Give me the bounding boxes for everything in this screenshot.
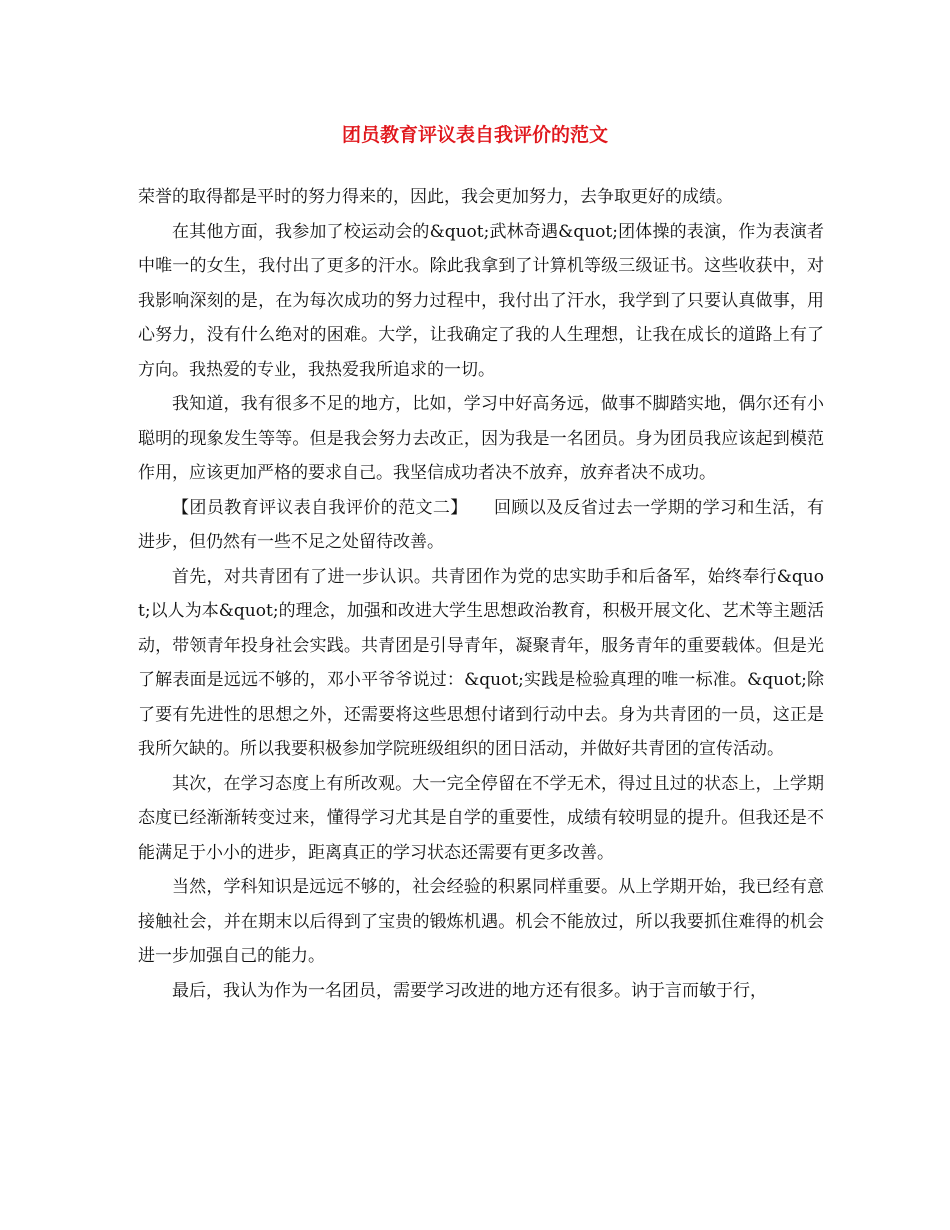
paragraph: 其次，在学习态度上有所改观。大一完全停留在不学无术，得过且过的状态上，上学期态度已经渐渐转变过来，懂得学习尤其是自学的重要性，成绩有较明显的提升。但我还是不能满足于小小的进步，距离真正的学习状态还需要有更多改善。	[138, 773, 824, 863]
document-body	[138, 180, 824, 1008]
paragraph: 【团员教育评议表自我评价的范文二】 回顾以及反省过去一学期的学习和生活，有进步，但仍然有一些不足之处留待改善。	[138, 497, 824, 552]
paragraph: 首先，对共青团有了进一步认识。共青团作为党的忠实助手和后备军，始终奉行&quot;以人为本&quot;的理念，加强和改进大学生思想政治教育，积极开展文化、艺术等主题活动，带领青年投身社会实践。共青团是引导青年，凝聚青年，服务青年的重要载体。但是光了解表面是远远不够的，邓小平爷爷说过：&quot;实践是检验真理的唯一标准。&quot;除了要有先进性的思想之外，还需要将这些思想付诸到行动中去。身为共青团的一员，这正是我所欠缺的。所以我要积极参加学院班级组织的团日活动，并做好共青团的宣传活动。	[138, 566, 824, 759]
document-title: 团员教育评议表自我评价的范文	[341, 124, 608, 146]
paragraph: 最后，我认为作为一名团员，需要学习改进的地方还有很多。讷于言而敏于行，	[172, 980, 767, 1001]
paragraph: 荣誉的取得都是平时的努力得来的，因此，我会更加努力，去争取更好的成绩。	[138, 187, 733, 207]
paragraph: 当然，学科知识是远远不够的，社会经验的积累同样重要。从上学期开始，我已经有意接触社会，并在期末以后得到了宝贵的锻炼机遇。机会不能放过，所以我要抓住难得的机会进一步加强自己的能力。	[138, 877, 824, 966]
paragraph: 我知道，我有很多不足的地方，比如，学习中好高务远，做事不脚踏实地，偶尔还有小聪明的现象发生等等。但是我会努力去改正，因为我是一名团员。身为团员我应该起到模范作用，应该更加严格的要求自己。我坚信成功者决不放弃，放弃者决不成功。	[138, 394, 824, 483]
paragraph: 在其他方面，我参加了校运动会的&quot;武林奇遇&quot;团体操的表演，作为表演者中唯一的女生，我付出了更多的汗水。除此我拿到了计算机等级三级证书。这些收获中，对我影响深刻的是，在为每次成功的努力过程中，我付出了汗水，我学到了只要认真做事，用心努力，没有什么绝对的困难。大学，让我确定了我的人生理想，让我在成长的道路上有了方向。我热爱的专业，我热爱我所追求的一切。	[138, 221, 824, 380]
